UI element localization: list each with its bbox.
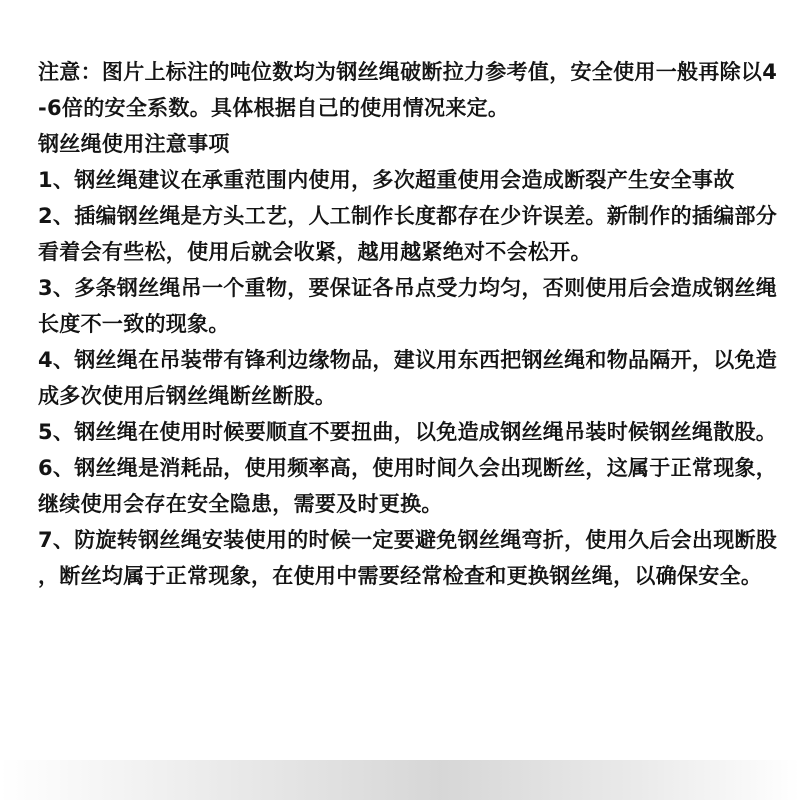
notice-text-block (38, 54, 778, 594)
section-heading: 钢丝绳使用注意事项 (38, 132, 230, 156)
list-item-1: 1、钢丝绳建议在承重范围内使用，多次超重使用会造成断裂产生安全事故 (38, 168, 735, 192)
list-item-4: 4、钢丝绳在吊装带有锋利边缘物品，建议用东西把钢丝绳和物品隔开，以免造成多次使用后钢丝绳断丝断股。 (38, 348, 778, 408)
list-item-5: 5、钢丝绳在使用时候要顺直不要扭曲，以免造成钢丝绳吊装时候钢丝绳散股。 (38, 420, 778, 444)
list-item-3: 3、多条钢丝绳吊一个重物，要保证各吊点受力均匀，否则使用后会造成钢丝绳长度不一致的现象。 (38, 276, 778, 336)
list-item-6: 6、钢丝绳是消耗品，使用频率高，使用时间久会出现断丝，这属于正常现象，继续使用会存在安全隐患，需要及时更换。 (38, 456, 778, 516)
list-item-7: 7、防旋转钢丝绳安装使用的时候一定要避免钢丝绳弯折，使用久后会出现断股，断丝均属于正常现象，在使用中需要经常检查和更换钢丝绳，以确保安全。 (38, 528, 778, 588)
notice-paragraph: 注意：图片上标注的吨位数均为钢丝绳破断拉力参考值，安全使用一般再除以4-6倍的安全系数。具体根据自己的使用情况来定。 (38, 60, 778, 120)
bottom-gradient-band (0, 760, 800, 800)
list-item-2: 2、插编钢丝绳是方头工艺，人工制作长度都存在少许误差。新制作的插编部分看着会有些松，使用后就会收紧，越用越紧绝对不会松开。 (38, 204, 778, 264)
